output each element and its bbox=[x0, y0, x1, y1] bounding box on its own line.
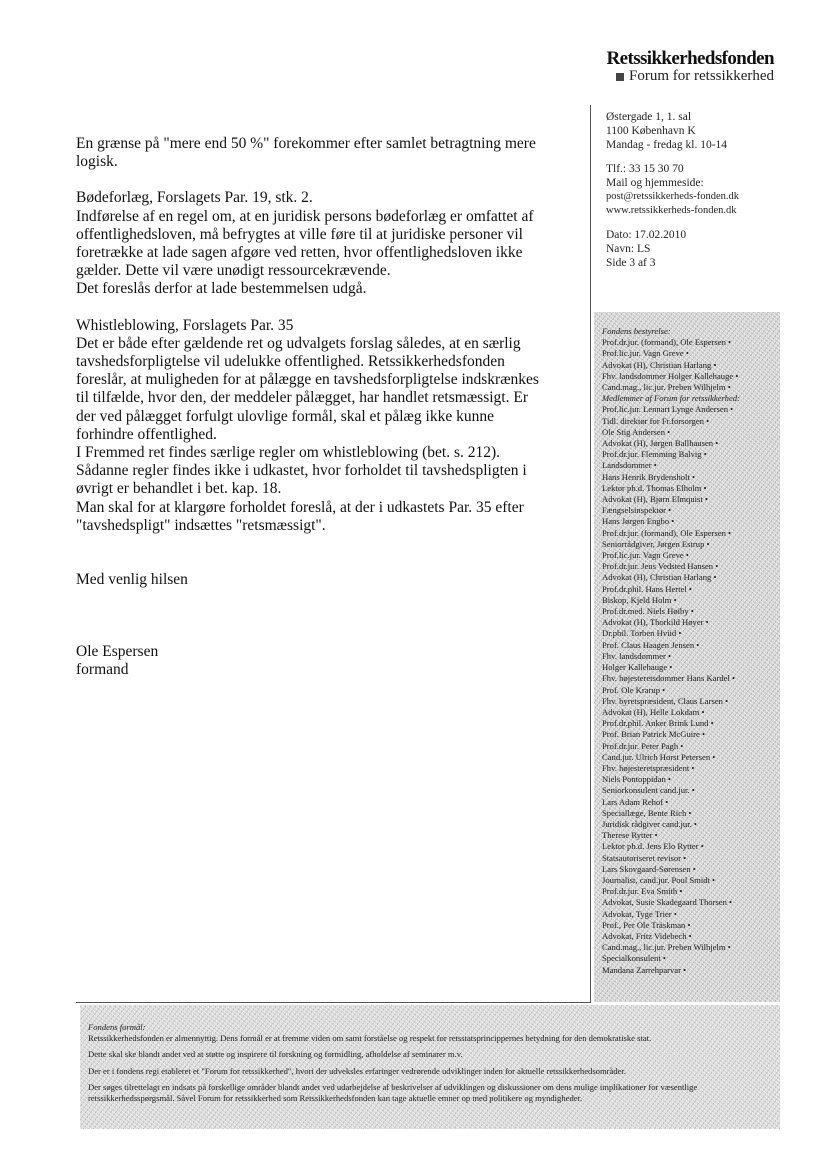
org-subtitle-text: Forum for retssikkerhed bbox=[629, 68, 774, 84]
body-line: tavshedsforpligtelse vil udelukke offentlighed. Retssikkerhedsfonden bbox=[76, 353, 505, 371]
board-member-entry: Advokat (H), Christian Harlang • bbox=[602, 572, 778, 583]
board-member-entry: Specialkonsulent • bbox=[602, 953, 778, 964]
board-member-entry: Prof.dr.jur. (formand), Ole Espersen • bbox=[602, 337, 778, 348]
board-member-entry: Niels Pontoppidan • bbox=[602, 774, 778, 785]
date-field: Dato: 17.02.2010 bbox=[606, 229, 687, 241]
contact-block bbox=[606, 110, 796, 280]
board-member-entry: Advokat (H), Jørgen Ballhausen • bbox=[602, 438, 778, 449]
board-member-entry: Prof. Ole Krarup • bbox=[602, 685, 778, 696]
board-member-entry: Prof.lic.jur. Lennart Lynge Andersen • bbox=[602, 404, 778, 415]
forum-members bbox=[602, 404, 778, 975]
board-member-entry: Therese Rytter • bbox=[602, 830, 778, 841]
board-member-entry: Hans Henrik Brydensholt • bbox=[602, 472, 778, 483]
board-member-entry: Advokat (H), Helle Lokdam • bbox=[602, 707, 778, 718]
board-member-entry: Biskop, Kjeld Holm • bbox=[602, 595, 778, 606]
body-line: Det er både efter gældende ret og udvalgets forslag således, at en særlig bbox=[76, 334, 521, 352]
signature-name: Ole Espersen bbox=[76, 643, 159, 661]
address-line: 1100 København K bbox=[606, 125, 696, 137]
board-members bbox=[602, 337, 778, 393]
name-field: Navn: LS bbox=[606, 243, 651, 255]
body-line: der ved pålægget forfulgt ulovlige formål, skal et pålæg ikke kunne bbox=[76, 407, 494, 425]
board-member-entry: Landsdommer • bbox=[602, 460, 778, 471]
board-member-entry: Tidl. direktør for Fr.forsorgen • bbox=[602, 416, 778, 427]
body-line: foreslår, at muligheden for at pålægge en tavshedsforpligtelse indskrænkes bbox=[76, 371, 539, 389]
body-line: I Fremmed ret findes særlige regler om whistleblowing (bet. s. 212). bbox=[76, 444, 501, 462]
board-member-entry: Holger Kallehauge • bbox=[602, 662, 778, 673]
board-member-entry: Lars Adam Rehof • bbox=[602, 797, 778, 808]
purpose-heading: Fondens formål: bbox=[88, 1022, 146, 1032]
body-line: til tilfælde, hvor den, der meddeler pålægget, har handlet retsmæssigt. Er bbox=[76, 389, 528, 407]
opening-hours: Mandag - fredag kl. 10-14 bbox=[606, 139, 728, 151]
address-line: Østergade 1, 1. sal bbox=[606, 111, 692, 123]
board-member-entry: Fængselsinspektør • bbox=[602, 505, 778, 516]
board-member-entry: Fhv. landsdommer • bbox=[602, 651, 778, 662]
board-member-entry: Lektor ph.d. Thomas Elholm • bbox=[602, 483, 778, 494]
board-member-entry: Prof.dr.jur. (formand), Ole Espersen • bbox=[602, 528, 778, 539]
board-heading: Fondens bestyrelse: bbox=[602, 326, 671, 336]
board-member-entry: Seniorrådgiver, Jørgen Estrup • bbox=[602, 539, 778, 550]
mail-label: Mail og hjemmeside: bbox=[606, 177, 704, 189]
meta-group bbox=[606, 228, 796, 270]
board-member-entry: Prof.dr.jur. Flemming Balvig • bbox=[602, 449, 778, 460]
body-line: logisk. bbox=[76, 153, 118, 171]
board-member-entry: Cand.jur. Ulrich Horst Petersen • bbox=[602, 752, 778, 763]
body-line: Indførelse af en regel om, at en juridisk persons bødeforlæg er omfattet af bbox=[76, 207, 534, 225]
purpose-text: Der søges tilrettelagt en indsats på forskellige områder blandt andet ved udarbejdelse af beskrivelser af udviklingen og diskussioner om dens mulige implikationer for væsentlige retssikkerhedsspørgsmål. Såvel Forum for retssikkerhed som Retssikkerhedsfonden kan tage aktuelle emner op med politikere og myndigheder. bbox=[88, 1082, 698, 1103]
body-line: Man skal for at klargøre forholdet foreslå, at der i udkastets Par. 35 efter bbox=[76, 498, 524, 516]
board-member-entry: Fhv. byretspræsident, Claus Larsen • bbox=[602, 696, 778, 707]
board-member-entry: Advokat, Tyge Trier • bbox=[602, 909, 778, 920]
square-bullet-icon bbox=[616, 73, 624, 81]
address-group bbox=[606, 110, 796, 152]
board-members-list bbox=[602, 326, 778, 976]
board-member-entry: Fhv. højesteretspræsident • bbox=[602, 763, 778, 774]
body-line: "tavshedspligt" indsættes "retsmæssigt". bbox=[76, 516, 326, 534]
board-member-entry: Prof.lic.jur. Vagn Greve • bbox=[602, 550, 778, 561]
board-member-entry: Fhv. landsdommer Holger Kallehauge • bbox=[602, 371, 778, 382]
signature-title: formand bbox=[76, 661, 129, 679]
org-subtitle bbox=[616, 68, 774, 85]
forum-heading: Medlemmer af Forum for retssikkerhed: bbox=[602, 393, 740, 404]
board-member-entry: Advokat (H), Bjørn Elmquist • bbox=[602, 494, 778, 505]
email-link[interactable]: post@retssikkerheds-fonden.dk bbox=[606, 191, 740, 202]
letter-body bbox=[76, 135, 581, 680]
board-member-entry: Advokat, Fritz Videbech • bbox=[602, 931, 778, 942]
board-member-entry: Prof.dr.jur. Peter Pagh • bbox=[602, 741, 778, 752]
board-member-entry: Prof.dr.jur. Eva Smith • bbox=[602, 886, 778, 897]
board-member-entry: Prof.dr.jur. Jens Vedsted Hansen • bbox=[602, 561, 778, 572]
purpose-text: Retssikkerhedsfonden er almennyttig. Dens formål er at fremme viden om samt forståelse og respekt for retsstatsprincippernes betydning for den demokratiske stat. bbox=[88, 1032, 652, 1043]
board-member-entry: Advokat, Susie Skadegaard Thorsen • bbox=[602, 897, 778, 908]
foundation-purpose bbox=[88, 1022, 768, 1109]
board-member-entry: Cand.mag., lic.jur. Preben Wilhjelm • bbox=[602, 942, 778, 953]
section-heading-whistleblowing: Whistleblowing, Forslagets Par. 35 bbox=[76, 316, 294, 334]
board-member-entry: Prof.dr.phil. Anker Brink Lund • bbox=[602, 718, 778, 729]
contact-group bbox=[606, 162, 796, 218]
board-member-entry: Hans Jørgen Engbo • bbox=[602, 516, 778, 527]
phone-number: Tlf.: 33 15 30 70 bbox=[606, 163, 684, 175]
board-member-entry: Advokat (H), Thorkild Høyer • bbox=[602, 617, 778, 628]
body-line: gælder. Dette vil være unødigt ressourcekrævende. bbox=[76, 262, 391, 280]
body-line: forhindre offentlighed. bbox=[76, 425, 217, 443]
horizontal-divider bbox=[76, 1002, 591, 1003]
board-member-entry: Ole Stig Andersen • bbox=[602, 427, 778, 438]
closing-greeting: Med venlig hilsen bbox=[76, 571, 188, 589]
body-line: Sådanne regler findes ikke i udkastet, hvor forholdet til tavshedspligten i bbox=[76, 462, 527, 480]
body-line: offentlighedsloven, må befrygtes at ville føre til at juridiske personer vil bbox=[76, 225, 523, 243]
board-member-entry: Seniorkonsulent cand.jur. • bbox=[602, 785, 778, 796]
board-member-entry: Juridisk rådgiver cand.jur. • bbox=[602, 819, 778, 830]
body-line: øvrigt er behandlet i bet. kap. 18. bbox=[76, 480, 282, 498]
website-link[interactable]: www.retssikkerheds-fonden.dk bbox=[606, 205, 737, 216]
board-member-entry: Mandana Zarrehparvar • bbox=[602, 965, 778, 976]
board-member-entry: Lektor ph.d. Jens Elo Rytter • bbox=[602, 841, 778, 852]
board-member-entry: Prof. Claus Haagen Jensen • bbox=[602, 640, 778, 651]
board-member-entry: Journalist, cand.jur. Poul Smidt • bbox=[602, 875, 778, 886]
board-member-entry: Prof.dr.med. Niels Høiby • bbox=[602, 606, 778, 617]
board-member-entry: Lars Skovgaard-Sørensen • bbox=[602, 864, 778, 875]
board-member-entry: Fhv. højesteretsdommer Hans Kardel • bbox=[602, 673, 778, 684]
purpose-text: Dette skal ske blandt andet ved at støtte og inspirere til forskning og formidling, afholdelse af seminarer m.v. bbox=[88, 1049, 463, 1059]
purpose-text: Der er i fondens regi etableret et "Forum for retssikkerhed", hvori der udveksles erfaringer vedrørende udviklinger inden for aktuelle retssikkerhedsområder. bbox=[88, 1065, 626, 1076]
board-member-entry: Advokat (H), Christian Harlang • bbox=[602, 360, 778, 371]
board-member-entry: Prof.lic.jur. Vagn Greve • bbox=[602, 348, 778, 359]
section-heading-fines: Bødeforlæg, Forslagets Par. 19, stk. 2. bbox=[76, 189, 313, 207]
vertical-divider bbox=[590, 105, 591, 1003]
board-member-entry: Prof.dr.phil. Hans Hertel • bbox=[602, 584, 778, 595]
board-member-entry: Speciallæge, Bente Rich • bbox=[602, 808, 778, 819]
board-member-entry: Statsautoriseret revisor • bbox=[602, 853, 778, 864]
body-line: En grænse på "mere end 50 %" forekommer efter samlet betragtning mere bbox=[76, 135, 536, 152]
body-line: Det foreslås derfor at lade bestemmelsen udgå. bbox=[76, 280, 367, 298]
body-line: foretrække at lade sagen afgøre ved retten, hvor offentlighedsloven ikke bbox=[76, 244, 523, 262]
org-name: Retssikkerhedsfonden bbox=[606, 48, 774, 69]
board-member-entry: Cand.mag., lic.jur. Preben Wilhjelm • bbox=[602, 382, 778, 393]
board-member-entry: Dr.phil. Torben Hviid • bbox=[602, 628, 778, 639]
board-member-entry: Prof. Brian Patrick McGuire • bbox=[602, 729, 778, 740]
page-number: Side 3 af 3 bbox=[606, 257, 656, 269]
board-member-entry: Prof., Per Ole Träskman • bbox=[602, 920, 778, 931]
